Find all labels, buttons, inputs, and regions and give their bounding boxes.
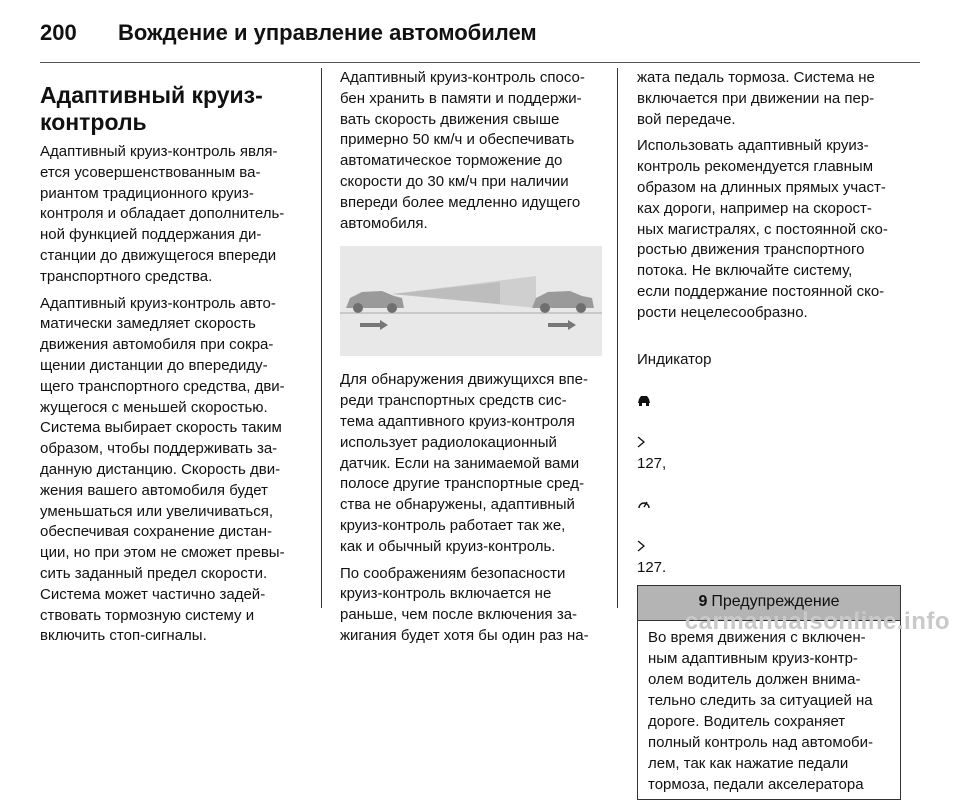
- page-title: Вождение и управление автомобилем: [118, 20, 537, 45]
- column-divider-1: [321, 68, 322, 608]
- column-1: [40, 68, 315, 653]
- car-indicator-icon: [637, 371, 651, 413]
- indicator-line: [637, 330, 907, 580]
- paragraph: Адаптивный круиз-контроль авто- матически замедляет скорость движения автомобиля при сокра- щении дистанции до впередиду- щего транспортного средства, дви- жущегося с меньшей скоростью. Система выбирает скорость таким образом, чтобы поддерживать за- данную дистанцию. Скорость дви- жения вашего автомобиля будет уменьшаться или увеличиваться, обеспечивая сохранение дистан- ции, но при этом не сможет превы- сить заданный предел скорости. Система может частично задей- ствовать тормозную систему и включить стоп-сигналы.: [40, 294, 285, 645]
- page-reference-arrow-icon: [637, 517, 645, 559]
- cars-radar-icon: [340, 246, 602, 356]
- cruise-control-gauge-icon: [637, 475, 651, 517]
- paragraph: жата педаль тормоза. Система не включается при движении на пер- вой передаче.: [637, 69, 875, 128]
- page-reference: 127,: [637, 455, 667, 473]
- acc-radar-illustration: [340, 246, 602, 356]
- column-2: [340, 68, 606, 653]
- warning-text: Во время движения с включен- ным адаптивным круиз-контр- олем водитель должен внима- тельно следить за ситуацией на дороге. Водитель сохраняет полный контроль над автомоби- лем, так как нажатие педали тормоза, педали акселератора: [648, 628, 874, 793]
- page-reference: 127.: [637, 559, 667, 577]
- page-reference-arrow-icon: [637, 413, 645, 455]
- column-divider-2: [617, 68, 618, 608]
- paragraph: Использовать адаптивный круиз- контроль рекомендуется главным образом на длинных прямых участ- ках дороги, например на скорост- ных магистралях, с постоянной ско- ростью движения транспортного потока. Не включайте систему, если поддержание постоянной ско- рости нецелесообразно.: [637, 137, 888, 321]
- paragraph: Для обнаружения движущихся впе- реди транспортных средств сис- тема адаптивного круиз-контроля использует радиолокационный датчик. Если на занимаемой вами полосе другие транспортные сред- ства не обнаружены, адаптивный круиз-контроль работает так же, как и обычный круиз-контроль.: [340, 371, 589, 555]
- warning-triangle-icon: 9: [698, 593, 708, 611]
- watermark: carmanualsonline.info: [684, 608, 950, 635]
- warning-title: Предупреждение: [711, 593, 840, 611]
- page-header: [40, 14, 920, 54]
- section-title: Адаптивный круиз- контроль: [40, 82, 263, 135]
- paragraph: Адаптивный круиз-контроль спосо- бен хранить в памяти и поддержи- вать скорость движения свыше примерно 50 км/ч и обеспечивать автоматическое торможение до скорости до 30 км/ч при наличии впереди более медленно идущего автомобиля.: [340, 69, 585, 232]
- page-number: 200: [40, 20, 77, 45]
- indicator-label: Индикатор: [637, 351, 712, 369]
- column-3: [637, 68, 907, 800]
- paragraph: По соображениям безопасности круиз-контроль включается не раньше, чем после включения за- жигания будет хотя бы один раз на-: [340, 564, 589, 644]
- paragraph: Адаптивный круиз-контроль явля- ется усовершенствованным ва- риантом традиционного круиз- контроля и обладает дополнитель- ной функцией поддержания ди- станции до движущегося впереди транспортного средства.: [40, 143, 285, 285]
- header-divider: [40, 62, 920, 63]
